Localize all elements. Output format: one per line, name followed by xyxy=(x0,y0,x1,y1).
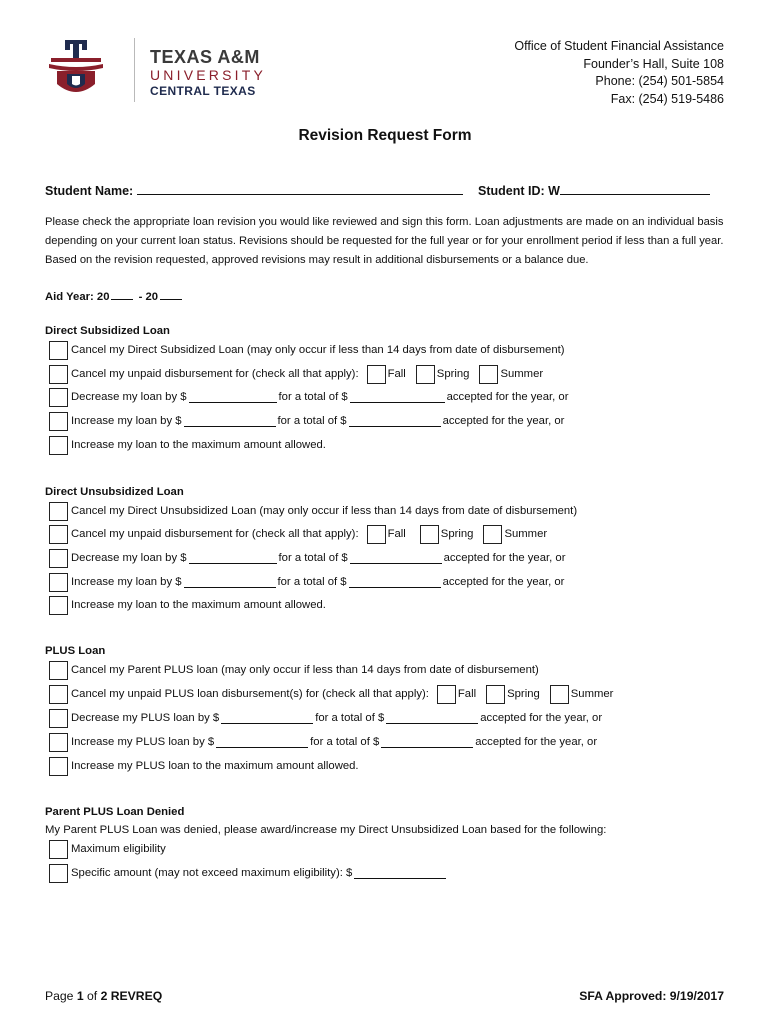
unsub-increase-label: Increase my loan by $ xyxy=(71,576,182,588)
unsub-summer-label: Summer xyxy=(504,528,548,540)
section-heading-plus: PLUS Loan xyxy=(45,645,106,657)
instructions-text: Please check the appropriate loan revision you would like reviewed and sign this form. Loan adjustments are made on an individual basis depending on your current loan status. Revisions should be requested for the full year or for your enrollment period if less than a full year. Based on the revision requested, approved revisions may result in additional disbursements or a balance due. xyxy=(45,216,724,266)
unsub-decrease-label: Decrease my loan by $ xyxy=(71,552,187,564)
plus-decrease-checkbox[interactable] xyxy=(49,709,68,728)
logo-text-texas-am: TEXAS A&M xyxy=(150,47,260,67)
unsub-decrease-row xyxy=(49,547,565,569)
plus-cancel-row xyxy=(49,659,539,681)
plus-increase-checkbox[interactable] xyxy=(49,733,68,752)
plus-decrease-amount-field[interactable] xyxy=(221,712,313,724)
page-number: 1 xyxy=(76,989,84,1003)
plus-cancel-label: Cancel my Parent PLUS loan (may only occur if less than 14 days from date of disbursement) xyxy=(71,664,539,676)
unsub-max-row xyxy=(49,594,326,616)
sub-cancel-unpaid-row xyxy=(49,363,543,385)
unsub-decrease-total-label: for a total of $ xyxy=(278,552,348,564)
plus-cancel-unpaid-label: Cancel my unpaid PLUS loan disbursement(s) for (check all that apply): xyxy=(71,688,429,700)
plus-spring-checkbox[interactable] xyxy=(486,685,505,704)
unsub-cancel-checkbox[interactable] xyxy=(49,502,68,521)
page-indicator xyxy=(45,989,162,1003)
sub-cancel-unpaid-label: Cancel my unpaid disbursement for (check all that apply): xyxy=(71,368,359,380)
plus-increase-amount-field[interactable] xyxy=(216,736,308,748)
sub-fall-checkbox[interactable] xyxy=(367,365,386,384)
sub-summer-label: Summer xyxy=(500,368,544,380)
plus-max-row xyxy=(49,755,359,777)
sub-fall-label: Fall xyxy=(387,368,406,380)
plus-cancel-unpaid-row xyxy=(49,683,613,705)
student-id-field[interactable] xyxy=(560,182,710,195)
unsub-increase-amount-field[interactable] xyxy=(184,576,276,588)
sub-decrease-label: Decrease my loan by $ xyxy=(71,391,187,403)
logo-text-university: UNIVERSITY xyxy=(150,67,267,83)
sub-decrease-total-field[interactable] xyxy=(350,391,445,403)
university-seal-icon xyxy=(45,38,125,102)
logo-divider xyxy=(134,38,135,102)
approval-date: SFA Approved: 9/19/2017 xyxy=(579,989,724,1003)
sub-increase-checkbox[interactable] xyxy=(49,412,68,431)
plus-increase-total-field[interactable] xyxy=(381,736,473,748)
office-contact-block xyxy=(514,38,724,108)
unsub-decrease-checkbox[interactable] xyxy=(49,549,68,568)
unsub-cancel-row xyxy=(49,500,577,522)
page-total: 2 xyxy=(100,989,108,1003)
plus-spring-label: Spring xyxy=(507,688,540,700)
student-id-label: Student ID: W xyxy=(478,184,560,198)
denied-specific-checkbox[interactable] xyxy=(49,864,68,883)
office-address: Founder’s Hall, Suite 108 xyxy=(583,56,724,71)
sub-max-label: Increase my loan to the maximum amount allowed. xyxy=(71,439,326,451)
office-name: Office of Student Financial Assistance xyxy=(514,39,724,53)
sub-increase-label: Increase my loan by $ xyxy=(71,415,182,427)
aid-year-prefix: Aid Year: 20 xyxy=(45,291,110,303)
unsub-increase-accepted-label: accepted for the year, or xyxy=(442,576,565,588)
unsub-increase-checkbox[interactable] xyxy=(49,573,68,592)
sub-decrease-amount-field[interactable] xyxy=(189,391,277,403)
denied-max-row xyxy=(49,838,166,860)
unsub-summer-checkbox[interactable] xyxy=(483,525,502,544)
sub-max-checkbox[interactable] xyxy=(49,436,68,455)
plus-increase-row xyxy=(49,731,597,753)
unsub-increase-total-field[interactable] xyxy=(349,576,441,588)
form-title: Revision Request Form xyxy=(298,127,472,144)
unsub-max-label: Increase my loan to the maximum amount allowed. xyxy=(71,599,326,611)
logo-text-central-texas: CENTRAL TEXAS xyxy=(150,84,256,98)
denied-max-checkbox[interactable] xyxy=(49,840,68,859)
sub-spring-checkbox[interactable] xyxy=(416,365,435,384)
page-word: Page xyxy=(45,989,77,1003)
section-heading-subsidized: Direct Subsidized Loan xyxy=(45,325,170,337)
plus-increase-label: Increase my PLUS loan by $ xyxy=(71,736,215,748)
unsub-cancel-unpaid-label: Cancel my unpaid disbursement for (check all that apply): xyxy=(71,528,359,540)
plus-fall-label: Fall xyxy=(457,688,477,700)
sub-decrease-checkbox[interactable] xyxy=(49,388,68,407)
unsub-cancel-unpaid-checkbox[interactable] xyxy=(49,525,68,544)
office-phone: Phone: (254) 501-5854 xyxy=(595,74,724,88)
denied-specific-label: Specific amount (may not exceed maximum eligibility): $ xyxy=(71,867,353,879)
sub-increase-amount-field[interactable] xyxy=(184,415,276,427)
sub-increase-row xyxy=(49,410,564,432)
sub-increase-accepted-label: accepted for the year, or xyxy=(442,415,565,427)
section-heading-denied: Parent PLUS Loan Denied xyxy=(45,806,185,818)
plus-decrease-total-label: for a total of $ xyxy=(315,712,385,724)
plus-fall-checkbox[interactable] xyxy=(437,685,456,704)
unsub-spring-checkbox[interactable] xyxy=(420,525,439,544)
sub-spring-label: Spring xyxy=(436,368,470,380)
plus-decrease-total-field[interactable] xyxy=(386,712,478,724)
denied-specific-row xyxy=(49,862,448,884)
plus-decrease-label: Decrease my PLUS loan by $ xyxy=(71,712,220,724)
unsub-increase-total-label: for a total of $ xyxy=(277,576,347,588)
sub-cancel-label: Cancel my Direct Subsidized Loan (may only occur if less than 14 days from date of disbursement) xyxy=(71,344,565,356)
plus-increase-total-label: for a total of $ xyxy=(310,736,380,748)
plus-summer-label: Summer xyxy=(570,688,614,700)
sub-increase-total-label: for a total of $ xyxy=(277,415,347,427)
student-name-label: Student Name: xyxy=(45,184,134,198)
plus-max-checkbox[interactable] xyxy=(49,757,68,776)
student-name-row xyxy=(45,182,463,198)
denied-specific-amount-field[interactable] xyxy=(354,867,446,879)
unsub-cancel-unpaid-row xyxy=(49,523,547,545)
plus-summer-checkbox[interactable] xyxy=(550,685,569,704)
plus-cancel-checkbox[interactable] xyxy=(49,661,68,680)
aid-year-start-field[interactable] xyxy=(111,288,133,300)
section-heading-unsubsidized: Direct Unsubsidized Loan xyxy=(45,486,184,498)
sub-decrease-total-label: for a total of $ xyxy=(278,391,348,403)
sub-decrease-row xyxy=(49,386,568,408)
sub-cancel-checkbox[interactable] xyxy=(49,341,68,360)
plus-decrease-accepted-label: accepted for the year, or xyxy=(480,712,603,724)
unsub-cancel-label: Cancel my Direct Unsubsidized Loan (may only occur if less than 14 days from date of disbursement) xyxy=(71,505,578,517)
sub-decrease-accepted-label: accepted for the year, or xyxy=(446,391,569,403)
of-word: of xyxy=(83,989,101,1003)
student-id-row xyxy=(478,182,710,198)
sub-summer-checkbox[interactable] xyxy=(479,365,498,384)
unsub-spring-label: Spring xyxy=(440,528,474,540)
aid-year-row xyxy=(45,288,184,303)
denied-max-label: Maximum eligibility xyxy=(71,843,166,855)
unsub-increase-row xyxy=(49,571,564,593)
sub-max-row xyxy=(49,434,326,456)
sub-cancel-row xyxy=(49,339,565,361)
form-code: REVREQ xyxy=(107,989,163,1003)
sub-cancel-unpaid-checkbox[interactable] xyxy=(49,365,68,384)
plus-increase-accepted-label: accepted for the year, or xyxy=(475,736,598,748)
plus-cancel-unpaid-checkbox[interactable] xyxy=(49,685,68,704)
unsub-decrease-amount-field[interactable] xyxy=(189,552,277,564)
unsub-fall-checkbox[interactable] xyxy=(367,525,386,544)
office-fax: Fax: (254) 519-5486 xyxy=(610,91,724,106)
aid-year-middle: - 20 xyxy=(135,291,159,303)
unsub-decrease-total-field[interactable] xyxy=(350,552,442,564)
unsub-fall-label: Fall xyxy=(387,528,406,540)
denied-intro: My Parent PLUS Loan was denied, please award/increase my Direct Unsubsidized Loan based for the following: xyxy=(45,824,607,836)
unsub-decrease-accepted-label: accepted for the year, or xyxy=(443,552,566,564)
unsub-max-checkbox[interactable] xyxy=(49,596,68,615)
plus-max-label: Increase my PLUS loan to the maximum amount allowed. xyxy=(71,760,359,772)
aid-year-end-field[interactable] xyxy=(160,288,182,300)
student-name-field[interactable] xyxy=(137,182,463,195)
sub-increase-total-field[interactable] xyxy=(349,415,441,427)
plus-decrease-row xyxy=(49,707,602,729)
